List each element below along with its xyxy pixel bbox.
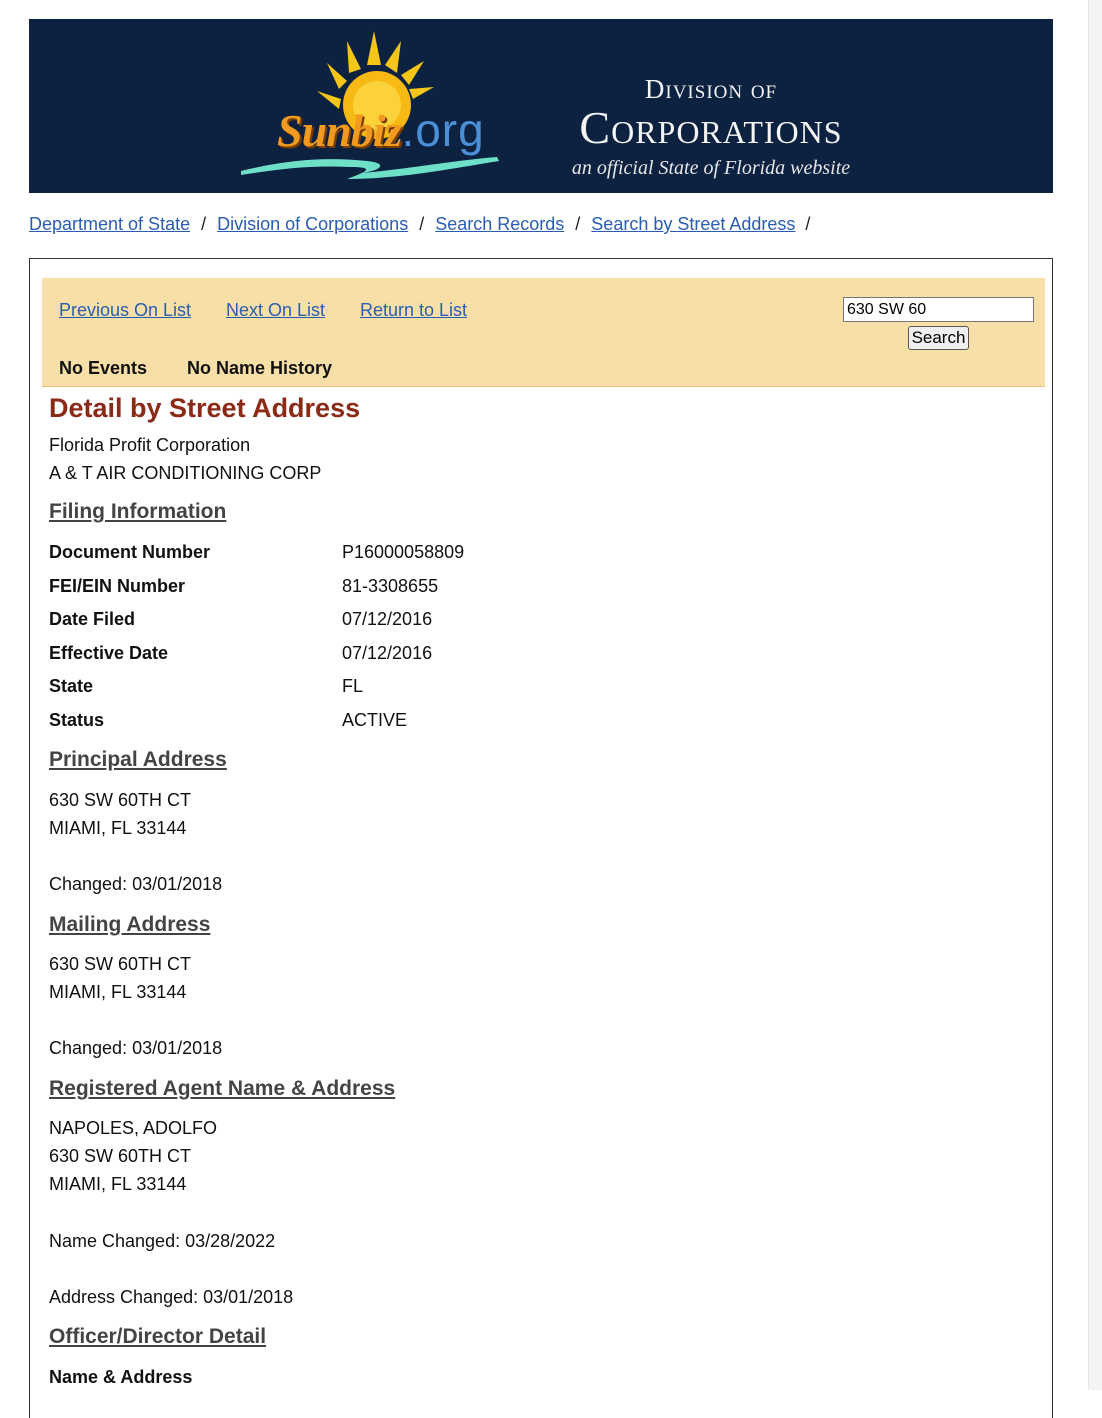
division-title [531, 75, 891, 180]
breadcrumb-division-of-corporations[interactable]: Division of Corporations [217, 214, 409, 234]
breadcrumb-department-of-state[interactable]: Department of State [29, 214, 191, 234]
agent-name-changed: Name Changed: 03/28/2022 [49, 1231, 276, 1251]
logo-word: Sunbiz [277, 105, 402, 156]
logo-domain: .org [401, 104, 485, 156]
breadcrumb-search-records[interactable]: Search Records [435, 214, 565, 234]
mailing-changed-date: Changed: 03/01/2018 [49, 1038, 223, 1058]
filing-label: Status [49, 710, 105, 730]
principal-address-heading: Principal Address [49, 748, 227, 771]
previous-on-list-link[interactable]: Previous On List [59, 300, 192, 320]
division-line1: Division of [644, 74, 778, 104]
sunbiz-wordmark [277, 103, 485, 157]
filing-value: FL [342, 676, 364, 696]
breadcrumb-separator: / [805, 214, 811, 234]
principal-address-line2: MIAMI, FL 33144 [49, 818, 187, 838]
swoosh-shape [241, 157, 499, 179]
search-input[interactable] [843, 297, 1034, 322]
no-events-label: No Events [59, 358, 148, 378]
filing-value: ACTIVE [342, 710, 408, 730]
mailing-address-heading: Mailing Address [49, 913, 211, 936]
filing-information-heading: Filing Information [49, 500, 227, 523]
search-button[interactable]: Search [908, 326, 969, 350]
corporation-name: A & T AIR CONDITIONING CORP [49, 463, 322, 483]
filing-label: Date Filed [49, 609, 136, 629]
filing-label: Effective Date [49, 643, 169, 663]
corporation-type: Florida Profit Corporation [49, 435, 251, 455]
breadcrumb-separator: / [575, 214, 581, 234]
filing-label: State [49, 676, 94, 696]
agent-name: NAPOLES, ADOLFO [49, 1118, 218, 1138]
agent-address-line1: 630 SW 60TH CT [49, 1146, 192, 1166]
breadcrumb-search-by-street-address[interactable]: Search by Street Address [591, 214, 796, 234]
breadcrumb [29, 214, 810, 235]
agent-address-changed: Address Changed: 03/01/2018 [49, 1287, 294, 1307]
filing-label: FEI/EIN Number [49, 576, 186, 596]
scrollbar-track[interactable] [1088, 0, 1102, 1390]
record-navigation-bar [42, 278, 1045, 387]
page-title: Detail by Street Address [49, 393, 361, 423]
registered-agent-heading: Registered Agent Name & Address [49, 1077, 396, 1100]
officer-director-heading: Officer/Director Detail [49, 1325, 267, 1348]
tagline: an official State of Florida website [571, 157, 851, 179]
mailing-address-line2: MIAMI, FL 33144 [49, 982, 187, 1002]
filing-value: 07/12/2016 [342, 609, 433, 629]
breadcrumb-separator: / [201, 214, 207, 234]
breadcrumb-separator: / [419, 214, 425, 234]
officer-name-address-label: Name & Address [49, 1367, 193, 1387]
division-line2: Corporations [579, 102, 843, 153]
filing-value: 81-3308655 [342, 576, 439, 596]
no-name-history-label: No Name History [187, 358, 333, 378]
agent-address-line2: MIAMI, FL 33144 [49, 1174, 187, 1194]
filing-value: 07/12/2016 [342, 643, 433, 663]
filing-label: Document Number [49, 542, 211, 562]
filing-value: P16000058809 [342, 542, 465, 562]
mailing-address-line1: 630 SW 60TH CT [49, 954, 192, 974]
next-on-list-link[interactable]: Next On List [226, 300, 326, 320]
return-to-list-link[interactable]: Return to List [360, 300, 468, 320]
principal-address-line1: 630 SW 60TH CT [49, 790, 192, 810]
header-banner [29, 19, 1053, 193]
detail-container [29, 258, 1053, 1418]
principal-changed-date: Changed: 03/01/2018 [49, 874, 223, 894]
